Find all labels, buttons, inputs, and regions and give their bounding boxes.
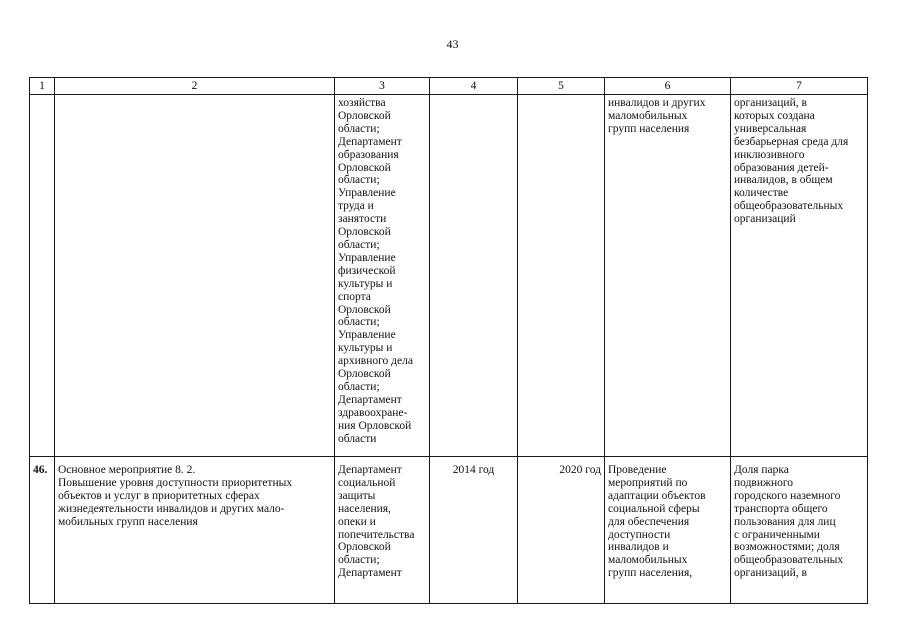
text-line: которых создана xyxy=(734,109,815,122)
text-line: инвалидов и других xyxy=(608,97,706,109)
text-line: здравоохране- xyxy=(338,406,408,419)
text-line: образования детей- xyxy=(734,161,829,174)
text-line: Орловской xyxy=(338,161,391,174)
text-line: общеобразовательных xyxy=(734,200,844,213)
text-line: адаптации объектов xyxy=(608,489,706,502)
text-line: области; xyxy=(338,238,380,251)
text-line: мероприятий по xyxy=(608,476,688,489)
text-line: с ограниченными xyxy=(734,528,820,541)
text-line: безбарьерная среда для xyxy=(734,135,849,148)
text-line: маломобильных xyxy=(608,109,688,122)
cell-end-year xyxy=(518,95,605,457)
cell-indicator xyxy=(731,95,868,457)
header-cell-2: 2 xyxy=(55,78,335,95)
text-line: городского наземного xyxy=(734,489,841,502)
text-line: Департамент xyxy=(338,464,402,476)
cell-end-year: 2020 год xyxy=(518,457,605,604)
cell-responsible xyxy=(335,457,430,604)
text-line: культуры и xyxy=(338,342,393,355)
table-row xyxy=(30,457,868,604)
cell-number xyxy=(30,95,55,457)
table-row xyxy=(30,95,868,457)
text-line: труда и xyxy=(338,200,374,213)
page-number: 43 xyxy=(446,37,459,51)
table-header-row xyxy=(30,78,868,95)
header-cell-7: 7 xyxy=(731,78,868,95)
text-line: Основное мероприятие 8. 2. xyxy=(58,464,196,476)
text-line: Орловской xyxy=(338,541,391,554)
text-line: объектов и услуг в приоритетных сферах xyxy=(58,489,260,502)
cell-expected-result xyxy=(605,95,731,457)
text-line: занятости xyxy=(338,213,387,226)
text-line: Повышение уровня доступности приоритетных xyxy=(58,476,293,489)
text-line: мобильных групп населения xyxy=(58,515,198,528)
text-line: Орловской xyxy=(338,226,391,239)
text-line: доступности xyxy=(608,528,671,541)
cell-number: 46. xyxy=(30,457,55,604)
text-line: Управление xyxy=(338,187,396,200)
header-cell-1: 1 xyxy=(30,78,55,95)
text-line: области; xyxy=(338,380,380,393)
text-line: физической xyxy=(338,264,396,277)
text-line: населения, xyxy=(338,502,391,515)
text-line: инвалидов и xyxy=(608,541,669,554)
text-line: Департамент xyxy=(338,393,402,406)
text-line: организаций xyxy=(734,213,796,226)
header-cell-4: 4 xyxy=(430,78,518,95)
cell-start-year: 2014 год xyxy=(430,457,518,604)
text-line: Орловской xyxy=(338,368,391,381)
text-line: области; xyxy=(338,316,380,329)
text-line: общеобразовательных xyxy=(734,554,844,567)
cell-measure-name xyxy=(55,457,335,604)
text-line: пользования для лиц xyxy=(734,515,836,528)
text-line: хозяйства xyxy=(338,97,386,109)
text-line: ния Орловской xyxy=(338,419,412,432)
text-line: инвалидов, в общем xyxy=(734,174,833,187)
text-line: универсальная xyxy=(734,122,807,135)
text-line: Департамент xyxy=(338,567,402,580)
text-line: организаций, в xyxy=(734,97,807,109)
text-line: опеки и xyxy=(338,515,376,528)
document-table xyxy=(29,77,868,604)
text-line: маломобильных xyxy=(608,554,688,567)
cell-start-year xyxy=(430,95,518,457)
text-line: области; xyxy=(338,174,380,187)
text-line: организаций, в xyxy=(734,567,807,580)
text-line: области xyxy=(338,432,377,445)
text-line: защиты xyxy=(338,489,376,502)
text-line: Доля парка xyxy=(734,464,789,476)
text-line: социальной сферы xyxy=(608,502,700,515)
text-line: Департамент xyxy=(338,135,402,148)
text-line: групп населения, xyxy=(608,567,693,580)
text-line: инклюзивного xyxy=(734,148,805,161)
text-line: Орловской xyxy=(338,303,391,316)
text-line: Управление xyxy=(338,251,396,264)
cell-indicator xyxy=(731,457,868,604)
text-line: попечительства xyxy=(338,528,415,541)
text-line: спорта xyxy=(338,290,371,303)
cell-measure-name xyxy=(55,95,335,457)
cell-responsible xyxy=(335,95,430,457)
text-line: культуры и xyxy=(338,277,393,290)
text-line: области; xyxy=(338,122,380,135)
cell-expected-result xyxy=(605,457,731,604)
text-line: Орловской xyxy=(338,109,391,122)
header-cell-3: 3 xyxy=(335,78,430,95)
text-line: Проведение xyxy=(608,464,667,476)
text-line: архивного дела xyxy=(338,355,413,368)
header-cell-5: 5 xyxy=(518,78,605,95)
header-cell-6: 6 xyxy=(605,78,731,95)
text-line: Управление xyxy=(338,329,396,342)
text-line: количестве xyxy=(734,187,789,200)
text-line: социальной xyxy=(338,476,396,489)
text-line: групп населения xyxy=(608,122,690,135)
text-line: жизнедеятельности инвалидов и других мало- xyxy=(58,502,285,515)
text-line: области; xyxy=(338,554,380,567)
text-line: транспорта общего xyxy=(734,502,828,515)
text-line: подвижного xyxy=(734,476,794,489)
text-line: возможностями; доля xyxy=(734,541,840,554)
text-line: для обеспечения xyxy=(608,515,690,528)
text-line: образования xyxy=(338,148,399,161)
